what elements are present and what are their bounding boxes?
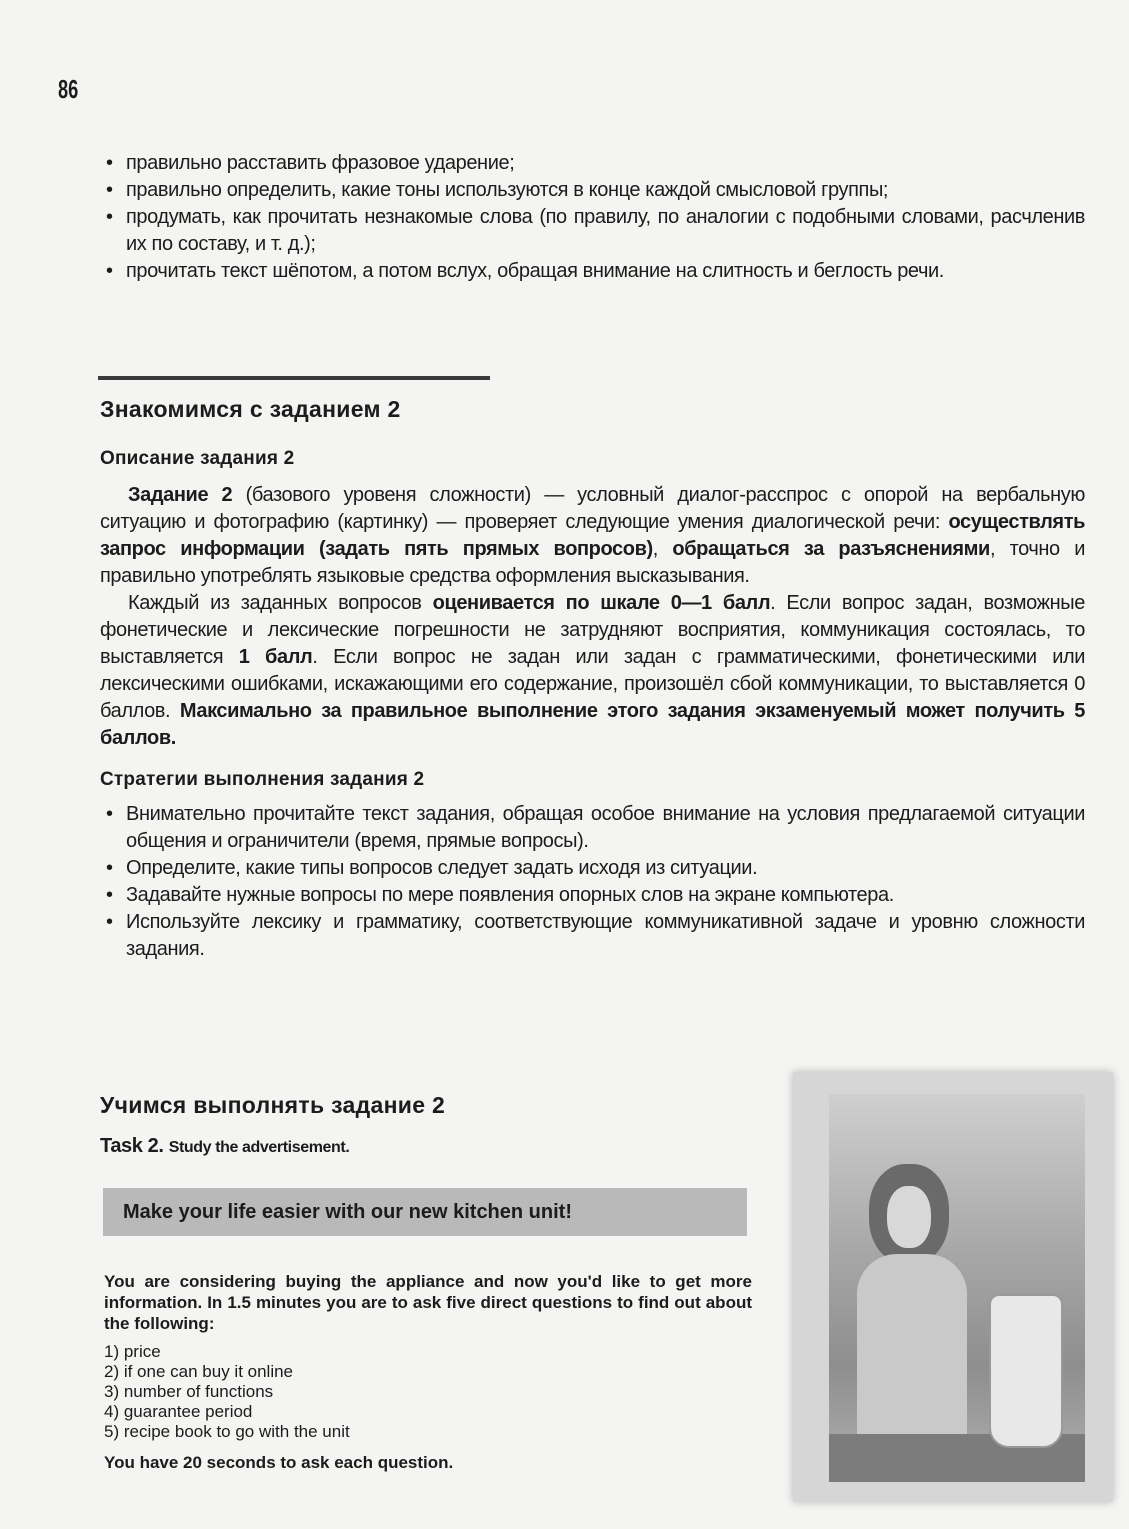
text-bold: Максимально за правильное выполнение этого задания экзаменуемый может получить 5 баллов.: [100, 700, 1085, 749]
text: Каждый из заданных вопросов: [128, 592, 433, 614]
face-shape: [887, 1186, 931, 1248]
list-item: • прочитать текст шёпотом, а потом вслух, обращая внимание на слитность и беглость речи.: [100, 258, 1085, 285]
text-bold: осуществлять запрос информации (задать пять прямых вопросов): [100, 511, 1085, 560]
closing-text: You have 20 seconds to ask each question.: [104, 1453, 454, 1472]
text: . Если вопрос не задан или задан с грамматическими, фонетическими или лексическими ошибками, искажающими его содержание, произошёл сбой коммуникации, то выставляется 0 баллов.: [100, 646, 1086, 722]
woman-with-blender-photo: [829, 1094, 1085, 1482]
text: , точно и правильно употреблять языковые средства оформления высказывания.: [100, 538, 1086, 587]
task-text: Study the advertisement.: [168, 1139, 350, 1156]
list-item: 4) guarantee period: [104, 1402, 253, 1421]
list-item: • продумать, как прочитать незнакомые слова (по правилу, по аналогии с подобными словами, расчленив их по составу, и т. д.);: [100, 204, 1085, 258]
text: ,: [652, 538, 673, 560]
list-item: 5) recipe book to go with the unit: [104, 1422, 350, 1441]
blender-icon: [989, 1294, 1063, 1448]
text-bold: обращаться за разъяснениями: [672, 538, 990, 560]
task-instructions: [104, 1271, 752, 1473]
advertisement-photo-frame: [793, 1072, 1113, 1502]
text-bold: оценивается по шкале 0—1 балл: [432, 592, 771, 614]
page-number: 86: [58, 74, 79, 104]
list-item: • Используйте лексику и грамматику, соответствующие коммуникативной задаче и уровню сложности задания.: [100, 909, 1085, 963]
description-heading: Описание задания 2: [100, 448, 295, 469]
list-item: • Определите, какие типы вопросов следует задать исходя из ситуации.: [100, 855, 1085, 882]
intro-bullet-list: [100, 150, 1085, 285]
list-item: 2) if one can buy it online: [104, 1362, 294, 1381]
list-item: • Внимательно прочитайте текст задания, обращая особое внимание на условия предлагаемой ситуации общения и ограничители (время, прямые вопросы).: [100, 801, 1085, 855]
section-task-overview: [100, 396, 1085, 963]
strategy-heading: Стратегии выполнения задания 2: [100, 769, 425, 790]
instructions-text: You are considering buying the appliance and now you'd like to get more information. In 1.5 minutes you are to ask five direct questions to find out about the following:: [104, 1272, 752, 1333]
text: . Если вопрос задан, возможные фонетические и лексические погрешности не затрудняют восприятия, коммуникация состоялась, то выставляется: [100, 592, 1085, 668]
text-bold: Задание 2: [128, 484, 233, 506]
task-label: Task 2.: [100, 1135, 164, 1157]
list-item: 1) price: [104, 1342, 161, 1361]
description-paragraph: [100, 482, 1085, 590]
list-item: 3) number of functions: [104, 1382, 274, 1401]
section-title: Знакомимся с заданием 2: [100, 396, 401, 422]
task-line: [100, 1133, 780, 1161]
list-item: • Задавайте нужные вопросы по мере появления опорных слов на экране компьютера.: [100, 882, 1085, 909]
question-topics-list: [104, 1342, 752, 1442]
text-bold: 1 балл: [238, 646, 313, 668]
strategy-list: [100, 801, 1085, 963]
advertisement-banner: Make your life easier with our new kitchen unit!: [103, 1188, 747, 1236]
list-item: • правильно определить, какие тоны используются в конце каждой смысловой группы;: [100, 177, 1085, 204]
text: (базового уровеня сложности) — условный диалог-расспрос с опорой на вербальную ситуацию и фотографию (картинку) — проверяет следующие умения диалогической речи:: [100, 484, 1085, 533]
section-divider: [98, 376, 490, 380]
list-item: • правильно расставить фразовое ударение;: [100, 150, 1085, 177]
scoring-paragraph: [100, 590, 1085, 752]
section-title: Учимся выполнять задание 2: [100, 1092, 446, 1118]
section-practice: [100, 1092, 780, 1161]
